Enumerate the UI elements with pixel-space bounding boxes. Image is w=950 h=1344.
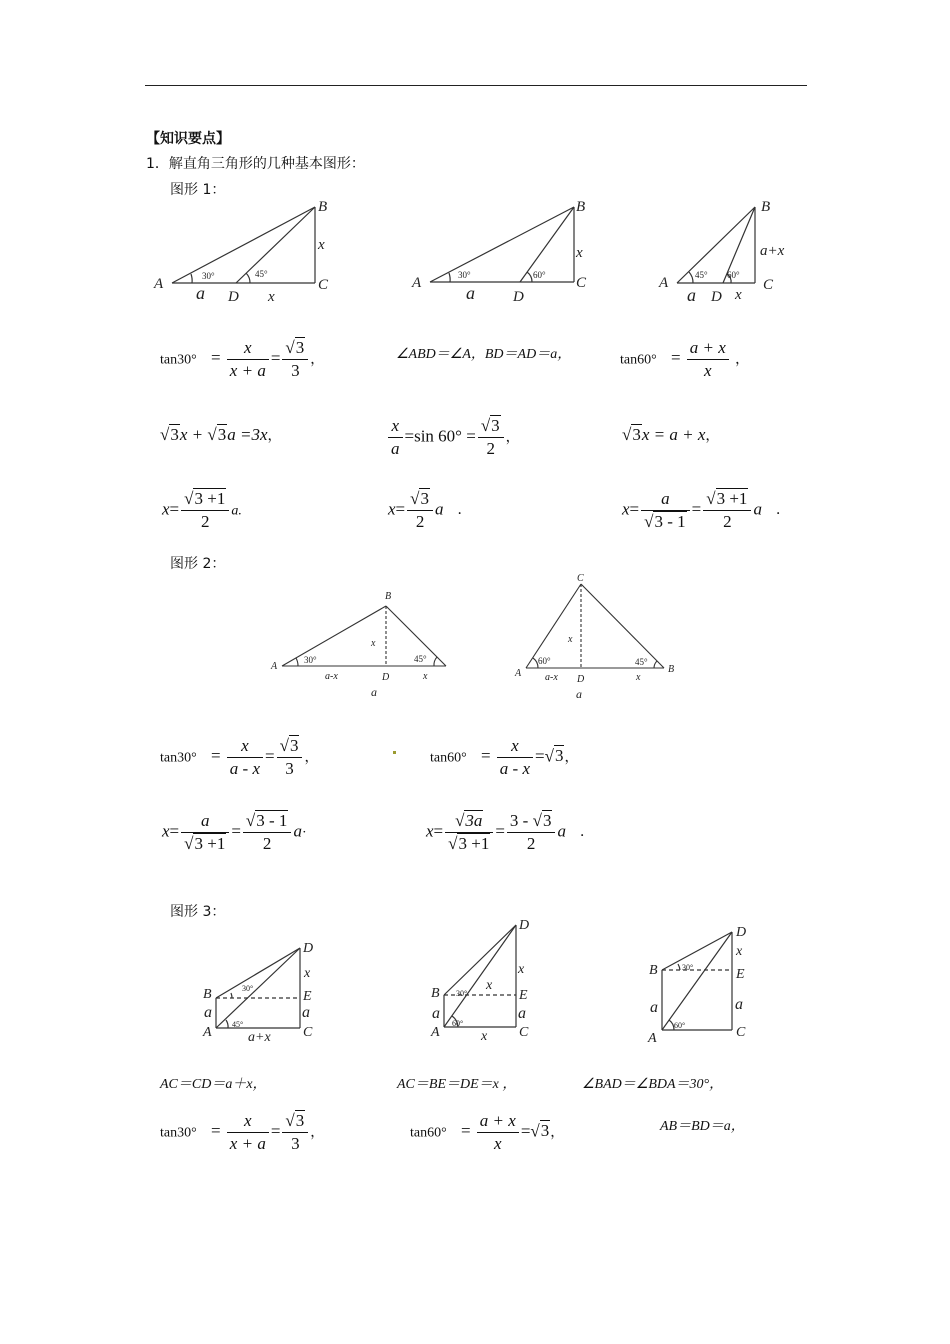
frac-apx-over-x — [687, 337, 729, 382]
radicand: 3 +1 — [194, 834, 226, 853]
label-a-left: a — [204, 1004, 212, 1021]
angle-30: 30° — [682, 963, 694, 972]
radicand: 3 — [295, 1111, 305, 1130]
dot: · — [301, 825, 307, 841]
label-a-right: a — [735, 996, 743, 1013]
radicand: 3 — [554, 746, 564, 766]
den: 2 — [486, 439, 495, 458]
lhs: x — [388, 499, 396, 519]
eq-fig2-row1-b: tan60° = $\frac{x}{a - x}$ =√3， — [430, 736, 579, 778]
den: 2 — [262, 834, 272, 853]
tail: a — [753, 499, 762, 519]
label-x-base: x — [481, 1029, 488, 1044]
label-a: a — [576, 687, 582, 701]
label-a-left: a — [650, 999, 658, 1016]
label-x: x — [304, 966, 311, 981]
frac-x-over-a — [388, 415, 403, 460]
frac — [477, 1110, 519, 1155]
eq-sign: = — [629, 499, 640, 519]
label-a: a — [687, 285, 696, 305]
period: ． — [579, 825, 594, 841]
label-D: D — [303, 941, 314, 956]
eq-row1-b: ∠ABD＝∠A，BD＝AD＝a， — [396, 347, 572, 362]
eq-sign: = — [433, 821, 444, 841]
label-x-base: x — [268, 289, 275, 305]
eq-sign: = — [169, 821, 180, 841]
term: 3 - — [509, 811, 533, 830]
eq-fig3-ac-be: AC＝BE＝DE＝x ， — [397, 1077, 517, 1092]
radicand: 3 +1 — [458, 834, 490, 853]
label-a: a — [371, 685, 377, 699]
frac — [282, 1110, 308, 1155]
num: a + x — [687, 337, 729, 360]
radicand: 3 +1 — [716, 489, 748, 508]
tan30-text: tan30° — [160, 750, 197, 766]
eq-sign: = — [460, 1121, 471, 1141]
term: a =3x — [227, 425, 268, 444]
eq-sign: = — [670, 348, 681, 368]
period: ． — [775, 503, 790, 519]
eq-sign: = — [495, 821, 505, 841]
angle-30: 30° — [202, 271, 215, 281]
label-A: A — [431, 1025, 440, 1040]
comma: ， — [505, 430, 520, 446]
den: x — [494, 1134, 502, 1153]
angle-30: 30° — [456, 989, 468, 998]
eq-fig2-row2-a — [162, 810, 307, 855]
comma: ， — [310, 1125, 325, 1141]
label-C: C — [577, 573, 584, 584]
label-x-side: x — [318, 237, 325, 253]
frac — [703, 488, 751, 533]
eq-sign: = — [520, 1121, 531, 1141]
tan30-text: tan30° — [160, 1125, 197, 1141]
eq-fig3-tan30 — [160, 1110, 324, 1155]
angle-30: 30° — [304, 655, 317, 665]
lhs: x — [622, 499, 630, 519]
label-A: A — [203, 1025, 212, 1040]
num: x — [497, 735, 533, 758]
radicand: 3 — [632, 425, 641, 444]
label-a-right: a — [518, 1005, 526, 1022]
eq-fig3-ab-bd: AB＝BD＝a， — [660, 1119, 745, 1134]
label-A: A — [271, 661, 278, 672]
label-C: C — [303, 1025, 313, 1040]
num: √3a — [445, 810, 493, 833]
eq-fig2-row2-b — [426, 810, 594, 855]
figure-3c — [640, 918, 770, 1048]
angle-45: 45° — [635, 657, 648, 667]
comma: ， — [705, 429, 720, 444]
label-a: a — [466, 283, 475, 303]
frac-sqrt3-over-3 — [282, 337, 308, 382]
eq-row1-c — [620, 337, 749, 382]
num: x — [227, 337, 269, 360]
figure-3b — [420, 915, 550, 1045]
eq-row2-a: √3x + √3a =3x， — [160, 425, 282, 444]
label-B: B — [318, 199, 328, 215]
label-x-mid: x — [486, 978, 493, 993]
tan30-text: tan30° — [160, 352, 197, 368]
num: a — [641, 488, 690, 511]
den: a — [391, 439, 400, 458]
comma: ， — [267, 429, 282, 444]
label-D: D — [382, 672, 390, 683]
eq-row2-c: √3x = a + x， — [622, 425, 720, 444]
frac — [407, 488, 433, 533]
frac-x-over-xpa — [227, 337, 269, 382]
label-E: E — [303, 989, 312, 1004]
figure-1b — [408, 195, 608, 305]
den: √3 +1 — [448, 834, 490, 853]
label-x-side: x — [518, 962, 525, 977]
tail: a — [557, 821, 566, 841]
radicand: 3 — [540, 1121, 550, 1141]
comma: ， — [310, 352, 325, 368]
eq-sign: = — [265, 746, 275, 766]
label-D: D — [519, 918, 530, 933]
den: a - x — [499, 759, 531, 778]
eq-row2-b — [386, 415, 520, 460]
radicand: 3 - 1 — [654, 512, 686, 531]
figure-1a — [150, 195, 350, 305]
num: x — [227, 1110, 269, 1133]
figure-2-label: 图形 2： — [170, 556, 226, 572]
label-a-minus-x: a-x — [325, 671, 338, 682]
frac — [497, 735, 533, 780]
den: √3 - 1 — [644, 512, 686, 531]
angle-30: 30° — [458, 270, 471, 280]
den: x + a — [229, 361, 266, 380]
eq-fig3-ac-cd: AC＝CD＝a＋x， — [160, 1077, 267, 1092]
term: x + — [179, 425, 204, 444]
eq-sign: = — [466, 426, 476, 446]
den: 2 — [415, 512, 425, 531]
label-x: x — [735, 287, 742, 303]
eq-sign: = — [691, 499, 702, 519]
label-D: D — [736, 925, 747, 940]
num: √3 - 1 — [243, 810, 292, 833]
label-x-base: x — [423, 671, 428, 682]
figure-1-label: 图形 1： — [170, 182, 226, 198]
label-D: D — [228, 289, 239, 305]
den: a - x — [229, 759, 261, 778]
intro-line: 1．解直角三角形的几种基本图形： — [146, 156, 365, 172]
period: ． — [457, 503, 472, 519]
frac — [277, 735, 303, 780]
tan60-text: tan60° — [620, 352, 657, 368]
label-a-right: a — [302, 1004, 310, 1021]
eq-fig2-row1-a — [160, 735, 318, 780]
eq-sign: = — [535, 746, 545, 766]
tan60-text: tan60° — [410, 1125, 447, 1141]
angle-60: 60° — [533, 270, 546, 280]
num: √3 — [277, 735, 303, 758]
den: x + a — [229, 1134, 266, 1153]
label-C: C — [519, 1025, 529, 1040]
den: x — [704, 361, 712, 380]
figure-2a — [268, 586, 458, 701]
label-D: D — [577, 674, 585, 685]
num: √3 — [407, 488, 433, 511]
label-C: C — [763, 277, 774, 293]
comma: ， — [550, 1125, 565, 1141]
eq-sign: = — [404, 426, 415, 446]
section-heading: 【知识要点】 — [146, 131, 230, 147]
label-x: x — [568, 634, 573, 645]
eq-sign: = — [210, 1121, 221, 1141]
label-A: A — [659, 275, 669, 291]
eq-sign: = — [169, 499, 180, 519]
label-A: A — [515, 668, 522, 679]
num: √3 — [282, 1110, 308, 1133]
frac — [445, 810, 493, 855]
tan60-text: tan60° — [430, 750, 467, 766]
radicand: 3a — [465, 811, 483, 830]
label-C: C — [736, 1025, 746, 1040]
radicand: 3 — [295, 338, 305, 357]
radicand: 3 — [289, 736, 299, 755]
figure-2b — [512, 570, 692, 702]
figure-3a — [198, 930, 328, 1050]
stray-dot — [393, 751, 396, 754]
tail: a — [434, 499, 444, 519]
eq-fig3-tan60: tan60° = $\frac{a + x}{x}$ =√3， — [410, 1111, 565, 1153]
frac-sqrt3-over-2 — [478, 415, 504, 460]
frac — [227, 1110, 269, 1155]
label-D: D — [711, 289, 722, 305]
angle-60: 60° — [727, 270, 740, 280]
label-x: x — [576, 245, 583, 261]
label-B: B — [203, 987, 212, 1002]
lhs: x — [426, 821, 434, 841]
frac — [243, 810, 292, 855]
num: a — [181, 810, 229, 833]
tail: a. — [231, 503, 242, 519]
label-x: x — [736, 944, 743, 959]
label-a-plus-x: a+x — [248, 1030, 271, 1045]
eq-sign: = — [210, 746, 221, 766]
angle-45: 45° — [695, 270, 708, 280]
num: √3 +1 — [181, 488, 229, 511]
term: x = a + x — [641, 425, 706, 444]
num: x — [388, 415, 403, 438]
den: 3 — [291, 361, 300, 380]
comma: ， — [564, 750, 579, 766]
angle-60: 60° — [538, 656, 551, 666]
frac — [227, 735, 263, 780]
den: 3 — [285, 759, 294, 778]
num: √3 +1 — [703, 488, 751, 511]
label-B: B — [649, 963, 658, 978]
label-B: B — [576, 199, 586, 215]
num: 3 - √3 — [507, 810, 556, 833]
label-C: C — [318, 277, 329, 293]
radicand: 3 — [420, 489, 429, 508]
eq-row3-c — [622, 488, 790, 533]
label-B: B — [668, 664, 675, 675]
label-D: D — [513, 289, 524, 305]
eq-sign: = — [480, 746, 491, 766]
lhs: x — [162, 821, 170, 841]
label-x-base: x — [636, 672, 641, 683]
angle-45: 45° — [255, 269, 268, 279]
num: a + x — [477, 1110, 519, 1133]
label-a-plus-x: a+x — [760, 243, 785, 259]
sin60: sin 60° — [414, 426, 462, 446]
angle-45: 45° — [414, 654, 427, 664]
num: √3 — [478, 415, 504, 438]
figure-3-label: 图形 3： — [170, 904, 226, 920]
label-B: B — [761, 199, 771, 215]
figure-1c — [655, 195, 805, 305]
angle-60: 60° — [674, 1021, 686, 1030]
label-A: A — [154, 276, 164, 292]
label-A: A — [648, 1031, 657, 1046]
eq-sign: = — [210, 348, 221, 368]
label-a-minus-x: a-x — [545, 672, 558, 683]
eq-sign: = — [270, 348, 281, 368]
eq-fig3-ang-bad: ∠BAD＝∠BDA＝30°， — [582, 1077, 724, 1092]
tail: a — [293, 821, 302, 841]
label-B: B — [385, 591, 392, 602]
label-E: E — [736, 967, 745, 982]
label-C: C — [576, 275, 587, 291]
den: 3 — [291, 1134, 300, 1153]
radicand: 3 +1 — [194, 489, 226, 508]
radicand: 3 - 1 — [256, 811, 288, 830]
label-a-left: a — [432, 1005, 440, 1022]
radicand: 3 — [491, 416, 500, 435]
radicand: 3 — [542, 811, 552, 830]
angle-30: 30° — [242, 984, 254, 993]
lhs: x — [162, 499, 170, 519]
radicand: 3 — [217, 425, 227, 444]
num: x — [227, 735, 263, 758]
angle-60: 60° — [452, 1019, 464, 1028]
frac — [181, 810, 229, 855]
header-rule — [145, 85, 807, 86]
num: √3 — [282, 337, 308, 360]
eq-sign: = — [270, 1121, 281, 1141]
label-x: x — [371, 638, 376, 649]
eq-row3-a — [162, 488, 242, 533]
frac — [507, 810, 556, 855]
eq-sign: = — [395, 499, 406, 519]
angle-45: 45° — [232, 1020, 244, 1029]
label-a: a — [196, 283, 205, 303]
eq-sign: = — [231, 821, 241, 841]
eq-row3-b — [388, 488, 471, 533]
comma: ， — [304, 750, 319, 766]
label-E: E — [519, 988, 528, 1003]
den: 2 — [526, 834, 536, 853]
label-B: B — [431, 986, 440, 1001]
frac — [641, 488, 690, 533]
radicand: 3 — [170, 425, 179, 444]
eq-row1-a — [160, 337, 324, 382]
comma: ， — [735, 352, 750, 368]
frac — [181, 488, 229, 533]
den: √3 +1 — [184, 834, 226, 853]
den: 2 — [200, 512, 210, 531]
den: 2 — [723, 512, 732, 531]
label-A: A — [412, 275, 422, 291]
